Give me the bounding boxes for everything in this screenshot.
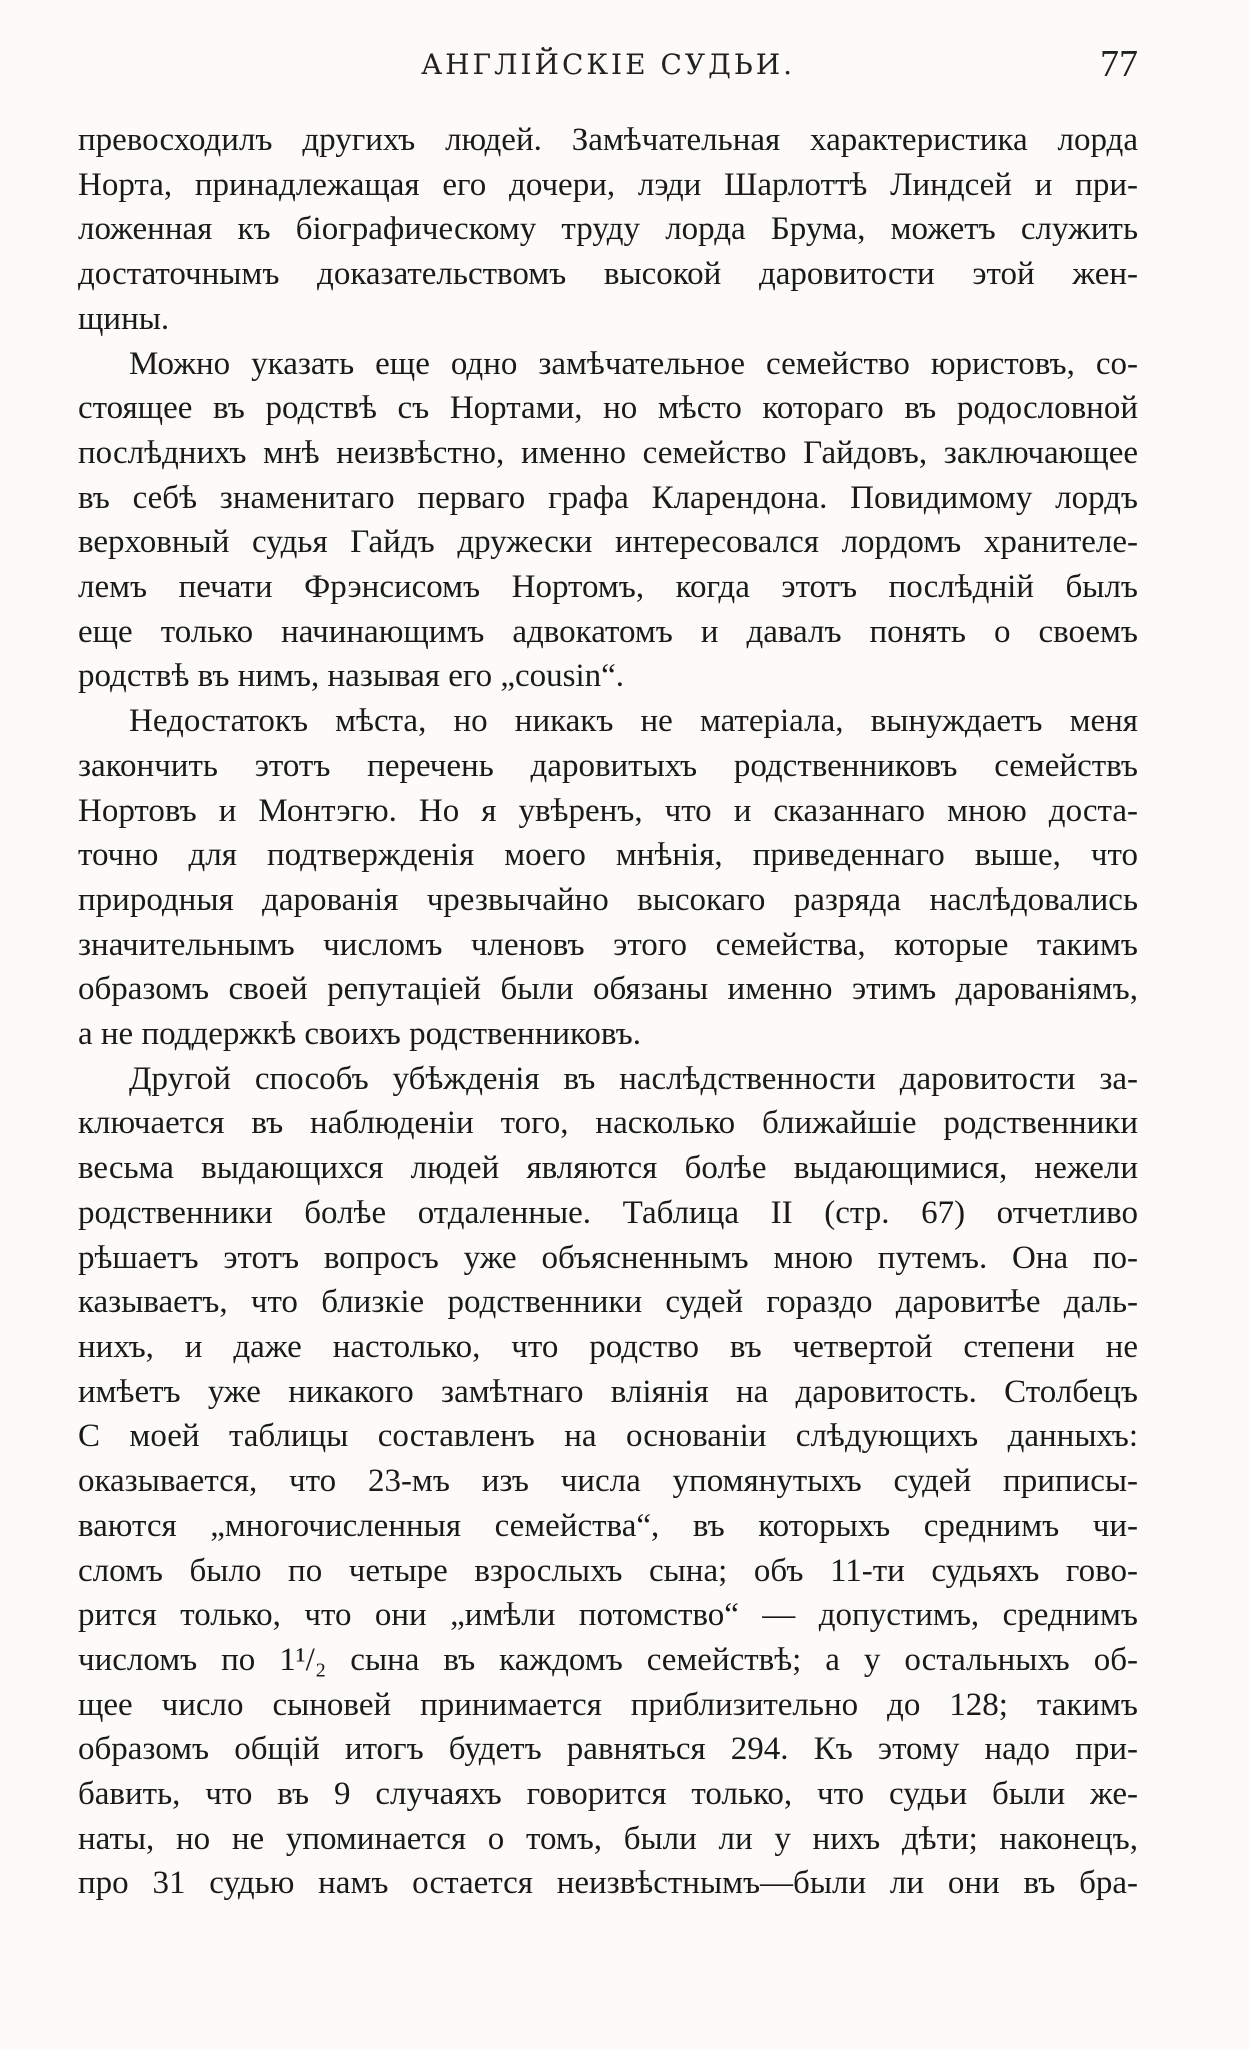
- text-line: казываетъ, что близкіе родственники судей гораздо даровитѣе даль-: [78, 1284, 1138, 1321]
- text-line: щины.: [78, 300, 170, 337]
- text-line: въ себѣ знаменитаго перваго графа Кларендона. Повидимому лордъ: [78, 479, 1138, 516]
- text-line: ложенная къ біографическому труду лорда Брума, можетъ служить: [78, 211, 1138, 248]
- text-line: родствѣ въ нимъ, называя его „cousin“.: [78, 658, 625, 695]
- paragraph: [78, 118, 1138, 342]
- paragraph: [78, 699, 1138, 1057]
- text-line: рится только, что они „имѣли потомство“ — допустимъ, среднимъ: [78, 1597, 1138, 1634]
- text-line: родственники болѣе отдаленные. Таблица II (стр. 67) отчетливо: [78, 1194, 1138, 1231]
- text-line: точно для подтвержденія моего мнѣнія, приведеннаго выше, что: [78, 837, 1138, 874]
- text-line: ваются „многочисленныя семейства“, въ которыхъ среднимъ чи-: [78, 1507, 1138, 1544]
- text-line: Недостатокъ мѣста, но никакъ не матеріала, вынуждаетъ меня: [129, 703, 1138, 740]
- text-line: нихъ, и даже настолько, что родство въ четвертой степени не: [78, 1328, 1138, 1365]
- paragraph: [78, 1057, 1138, 1906]
- text-line: щее число сыновей принимается приблизительно до 128; такимъ: [78, 1686, 1138, 1723]
- text-line: значительнымъ числомъ членовъ этого семейства, которые такимъ: [78, 926, 1138, 963]
- text-line: еще только начинающимъ адвокатомъ и давалъ понять о своемъ: [78, 613, 1138, 650]
- running-header: [78, 40, 1138, 90]
- text-line: закончить этотъ перечень даровитыхъ родственниковъ семействъ: [78, 747, 1138, 784]
- body-text: [78, 118, 1138, 1906]
- text-line: стоящее въ родствѣ съ Нортами, но мѣсто котораго въ родословной: [78, 390, 1138, 427]
- text-line: послѣднихъ мнѣ неизвѣстно, именно семейство Гайдовъ, заключающее: [78, 434, 1138, 471]
- paragraph: [78, 342, 1138, 700]
- text-line: С моей таблицы составленъ на основаніи слѣдующихъ данныхъ:: [78, 1418, 1138, 1455]
- text-line: природныя дарованія чрезвычайно высокаго разряда наслѣдовались: [78, 881, 1138, 918]
- text-line: Нортовъ и Монтэгю. Но я увѣренъ, что и сказаннаго мною доста-: [78, 792, 1138, 829]
- text-line: верховный судья Гайдъ дружески интересовался лордомъ хранителе-: [78, 524, 1138, 561]
- text-line: оказывается, что 23-мъ изъ числа упомянутыхъ судей приписы-: [78, 1463, 1138, 1500]
- text-line: бавить, что въ 9 случаяхъ говорится только, что судьи были же-: [78, 1776, 1138, 1813]
- text-line: образомъ общій итогъ будетъ равняться 294. Къ этому надо при-: [78, 1731, 1138, 1768]
- text-line: Другой способъ убѣжденія въ наслѣдственности даровитости за-: [129, 1060, 1138, 1097]
- text-line: Можно указать еще одно замѣчательное семейство юристовъ, со-: [129, 345, 1138, 382]
- text-line: числомъ по 1¹/₂ сына въ каждомъ семействѣ; а у остальныхъ об-: [78, 1641, 1138, 1678]
- text-line: превосходилъ другихъ людей. Замѣчательная характеристика лорда: [78, 122, 1138, 158]
- text-line: а не поддержкѣ своихъ родственниковъ.: [78, 1016, 641, 1053]
- running-title: АНГЛІЙСКІЕ СУДЬИ.: [420, 48, 796, 81]
- text-line: лемъ печати Фрэнсисомъ Нортомъ, когда этотъ послѣдній былъ: [78, 569, 1138, 606]
- page-number: 77: [1100, 43, 1138, 85]
- text-line: ключается въ наблюденіи того, насколько ближайшіе родственники: [78, 1105, 1138, 1142]
- text-line: сломъ было по четыре взрослыхъ сына; объ 11-ти судьяхъ гово-: [78, 1552, 1138, 1589]
- text-line: рѣшаетъ этотъ вопросъ уже объясненнымъ мною путемъ. Она по-: [78, 1239, 1138, 1276]
- text-line: достаточнымъ доказательствомъ высокой даровитости этой жен-: [78, 256, 1138, 293]
- text-line: Норта, принадлежащая его дочери, лэди Шарлоттѣ Линдсей и при-: [78, 166, 1138, 203]
- text-line: про 31 судью намъ остается неизвѣстнымъ—были ли они въ бра-: [78, 1865, 1138, 1902]
- text-line: имѣетъ уже никакого замѣтнаго вліянія на даровитость. Столбецъ: [78, 1373, 1138, 1410]
- text-line: наты, но не упоминается о томъ, были ли у нихъ дѣти; наконецъ,: [78, 1820, 1138, 1857]
- text-line: весьма выдающихся людей являются болѣе выдающимися, нежели: [78, 1150, 1138, 1187]
- text-line: образомъ своей репутаціей были обязаны именно этимъ дарованіямъ,: [78, 971, 1138, 1008]
